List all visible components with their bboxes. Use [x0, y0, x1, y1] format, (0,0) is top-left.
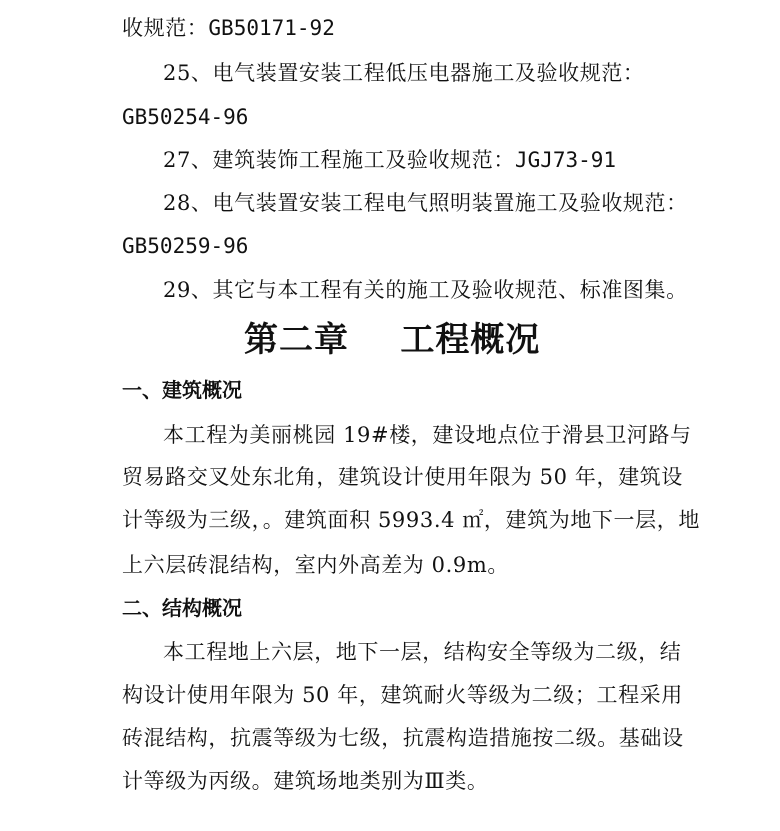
- building-paragraph-line-2: 贸易路交叉处东北角，建筑设计使用年限为 50 年，建筑设: [122, 465, 683, 489]
- structure-paragraph-line-4: 计等级为丙级。建筑场地类别为Ⅲ类。: [122, 769, 489, 793]
- section-heading-building: 一、建筑概况: [122, 378, 242, 402]
- chapter-title: 第二章 工程概况: [244, 320, 541, 360]
- building-paragraph-line-4: 上六层砖混结构，室内外高差为 0.9m。: [122, 553, 509, 577]
- standard-item-27-code: JGJ73-91: [514, 148, 617, 172]
- structure-paragraph-line-1: 本工程地上六层，地下一层，结构安全等级为二级，结: [163, 640, 682, 664]
- structure-paragraph-line-3: 砖混结构，抗震等级为七级，抗震构造措施按二级。基础设: [122, 726, 684, 750]
- standard-item-27: [163, 145, 616, 175]
- section-heading-structure: 二、结构概况: [122, 596, 242, 620]
- structure-paragraph-line-2: 构设计使用年限为 50 年，建筑耐火等级为二级；工程采用: [122, 683, 683, 707]
- standard-item-25-code: GB50254-96: [122, 105, 249, 129]
- standard-item-24-text: 收规范：: [122, 16, 209, 40]
- standard-item-24: [122, 13, 335, 43]
- standard-item-28-code: GB50259-96: [122, 234, 249, 258]
- building-paragraph-line-1: 本工程为美丽桃园 19#楼，建设地点位于滑县卫河路与: [163, 423, 692, 447]
- standard-item-25: 25、电气装置安装工程低压电器施工及验收规范：: [163, 61, 645, 85]
- standard-item-28: 28、电气装置安装工程电气照明装置施工及验收规范：: [163, 191, 688, 215]
- standard-item-27-text: 27、建筑装饰工程施工及验收规范：: [163, 148, 515, 172]
- building-paragraph-line-3: 计等级为三级，。建筑面积 5993.4 ㎡，建筑为地下一层，地: [122, 508, 700, 532]
- standard-item-24-code: GB50171-92: [208, 16, 335, 40]
- standard-item-29: 29、其它与本工程有关的施工及验收规范、标准图集。: [163, 278, 688, 302]
